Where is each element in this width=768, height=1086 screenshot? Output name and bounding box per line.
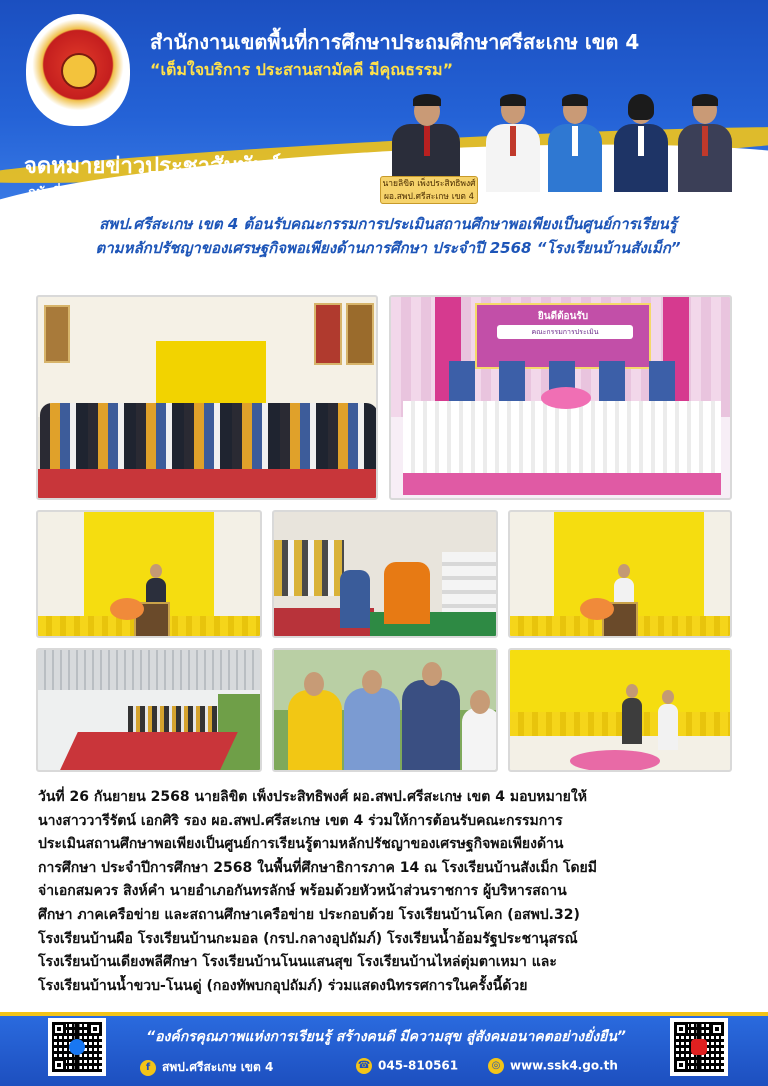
article-line: ประเมินสถานศึกษาพอเพียงเป็นศูนย์การเรียนรู้ตามหลักปรัชญาของเศรษฐกิจพอเพียงด้าน (38, 836, 564, 853)
article-line: การศึกษา ประจำปีการศึกษา 2568 ในพื้นที่ศึกษาธิการภาค 14 ณ โรงเรียนบ้านสังเม็ก โดยมี (38, 859, 597, 876)
organization-name: สำนักงานเขตพื้นที่การศึกษาประถมศึกษาศรีสะเกษ เขต 4 (150, 30, 640, 54)
phone-number: 045-810561 (378, 1058, 459, 1073)
phone-icon: ☎ (356, 1058, 372, 1074)
youtube-icon (691, 1039, 707, 1055)
welcome-board-title: ยินดีต้อนรับ (537, 311, 589, 322)
executive-figure (544, 94, 606, 192)
organization-slogan: “เต็มใจบริการ ประสานสามัคคี มีคุณธรรม” (150, 60, 454, 79)
news-headline (38, 212, 738, 260)
article-line: ศึกษา ภาคเครือข่าย และสถานศึกษาเครือข่าย ประกอบด้วย โรงเรียนบ้านโคก (อสพป.32) (38, 906, 580, 923)
website-url: www.ssk4.go.th (510, 1058, 618, 1073)
globe-icon: ◎ (488, 1058, 504, 1074)
photo-committee-members (272, 648, 498, 772)
photo-monk-ceremony (272, 510, 498, 638)
headline-line-1: สพป.ศรีสะเกษ เขต 4 ต้อนรับคณะกรรมการประเมินสถานศึกษาพอเพียงเป็นศูนย์การเรียนรู้ (99, 215, 677, 233)
facebook-icon (69, 1039, 85, 1055)
welcome-board-subtitle: คณะกรรมการประเมิน (497, 325, 633, 339)
headline-line-2: ตามหลักปรัชญาของเศรษฐกิจพอเพียงด้านการศึกษา ประจำปี 2568 “โรงเรียนบ้านสังเม็ก” (95, 239, 681, 257)
photo-exhibition-hall (36, 648, 262, 772)
facebook-icon: f (140, 1060, 156, 1076)
issue-number-date: ฉบับที่ 177/2568 ประจำวันที่ 26 กันยายน 2568 (28, 184, 306, 199)
executive-figure (610, 94, 672, 192)
article-line: นางสาววารีรัตน์ เอกศิริ รอง ผอ.สพป.ศรีสะเกษ เขต 4 ร่วมให้การต้อนรับคณะกรรมการ (38, 812, 563, 829)
youtube-qr-code[interactable] (670, 1018, 728, 1076)
website-link[interactable] (488, 1058, 618, 1074)
article-line: วันที่ 26 กันยายน 2568 นายลิขิต เพ็งประสิทธิพงศ์ ผอ.สพป.ศรีสะเกษ เขต 4 มอบหมายให้ (38, 789, 587, 805)
welcome-board (475, 303, 651, 369)
photo-student-presentation (508, 648, 732, 772)
article-line: จ่าเอกสมควร สิงห์คำ นายอำเภอกันทรลักษ์ พร้อมด้วยหัวหน้าส่วนราชการ ผู้บริหารสถาน (38, 883, 567, 900)
photo-group-hall (36, 295, 378, 500)
organization-logo (26, 14, 130, 126)
facebook-page-name: สพป.ศรีสะเกษ เขต 4 (162, 1060, 274, 1074)
article-line: โรงเรียนบ้านน้ำขวบ-โนนดู่ (กองทัพบกอุปถัมภ์) ร่วมแสดงนิทรรศการในครั้งนี้ด้วย (38, 977, 528, 994)
article-line: โรงเรียนบ้านผือ โรงเรียนบ้านกะมอล (กรป.กลางอุปถัมภ์) โรงเรียนน้ำอ้อมรัฐประชานุสรณ์ (38, 930, 578, 947)
photo-welcome-stage (389, 295, 732, 500)
director-name-label (380, 176, 478, 204)
phone-contact[interactable] (356, 1058, 458, 1074)
facebook-contact[interactable] (140, 1058, 273, 1077)
facebook-qr-code[interactable] (48, 1018, 106, 1076)
logo-seal-center (61, 53, 97, 89)
footer-bar (0, 1012, 768, 1086)
photo-speaker-podium-1 (36, 510, 262, 638)
footer-slogan: “องค์กรคุณภาพแห่งการเรียนรู้ สร้างคนดี มีความสุข สู่สังคมอนาคตอย่างยั่งยืน” (146, 1029, 626, 1045)
article-body (38, 786, 738, 998)
executive-figure (674, 94, 736, 192)
director-name: นายลิขิต เพ็งประสิทธิพงศ์ (382, 179, 476, 189)
photo-speaker-podium-2 (508, 510, 732, 638)
newsletter-title: จดหมายข่าวประชาสัมพันธ์ (24, 154, 281, 179)
executive-figure (482, 94, 544, 192)
article-line: โรงเรียนบ้านเดียงพลีศึกษา โรงเรียนบ้านโนนแสนสุข โรงเรียนบ้านไหล่ตุ่มตาเหมา และ (38, 954, 557, 971)
director-position: ผอ.สพป.ศรีสะเกษ เขต 4 (383, 192, 475, 202)
